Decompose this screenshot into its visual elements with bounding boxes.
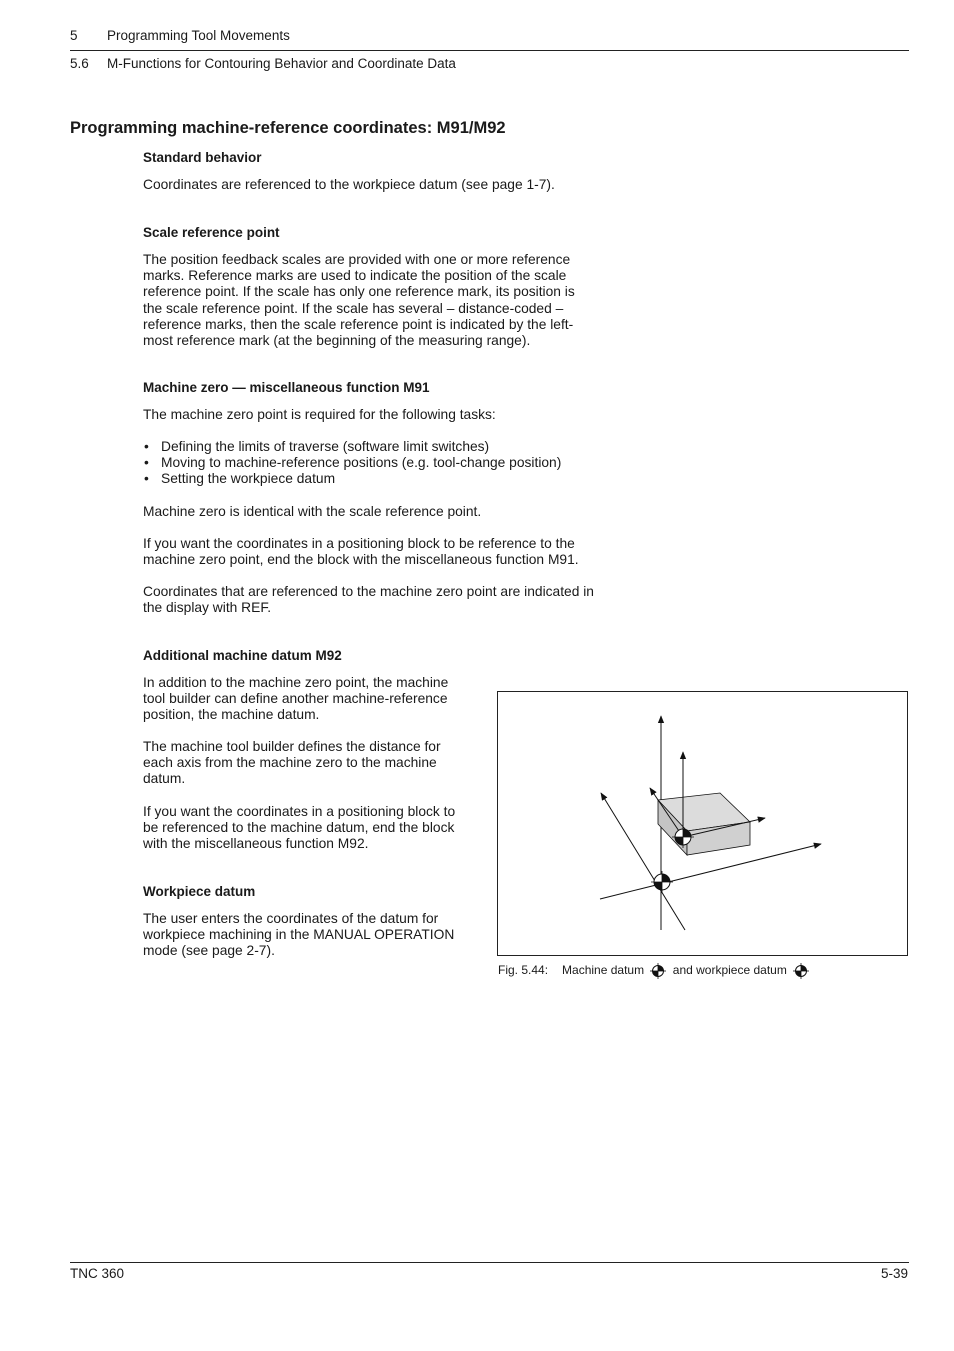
page-title: Programming machine-reference coordinates: M91/M92 (70, 119, 506, 137)
text-line: workpiece machining in the MANUAL OPERATION (143, 927, 455, 943)
text-line: the scale reference point. If the scale has several – distance-coded – (143, 300, 564, 316)
workpiece-datum-icon (792, 962, 810, 980)
text-line: The position feedback scales are provided with one or more reference (143, 252, 571, 267)
machine-x-axis (600, 844, 821, 899)
text-line: If you want the coordinates in a positioning block to (143, 804, 456, 819)
m91-paragraph-3 (143, 584, 623, 616)
text-line: machine zero point, end the block with the miscellaneous function M91. (143, 552, 579, 568)
workpiece-datum-heading: Workpiece datum (143, 884, 256, 899)
header-rule (70, 50, 909, 51)
text-line: each axis from the machine zero to the machine (143, 755, 437, 771)
header-section-title: M-Functions for Contouring Behavior and Coordinate Data (107, 56, 456, 71)
machine-datum-icon (649, 962, 667, 980)
figure-datum-diagram (497, 691, 908, 956)
footer-rule (70, 1262, 909, 1263)
scale-reference-paragraph (143, 252, 623, 349)
workpiece-datum-paragraph (143, 911, 483, 960)
standard-behavior-heading: Standard behavior (143, 150, 262, 165)
text-line: Coordinates that are referenced to the machine zero point are indicated in (143, 584, 594, 599)
m91-task-list (143, 439, 623, 488)
m91-paragraph-1: Machine zero is identical with the scale reference point. (143, 504, 482, 519)
m91-intro: The machine zero point is required for the following tasks: (143, 407, 496, 422)
text-line: The user enters the coordinates of the datum for (143, 911, 439, 926)
text-line: reference point. If the scale has only one reference mark, its position is (143, 284, 575, 300)
footer-page-number: 5-39 (880, 1266, 908, 1281)
text-line: marks. Reference marks are used to indicate the position of the scale (143, 268, 567, 284)
caption-machine-datum: Machine datum (562, 963, 645, 978)
scale-reference-heading: Scale reference point (143, 225, 280, 240)
m92-heading: Additional machine datum M92 (143, 648, 342, 663)
caption-label: Fig. 5.44: (498, 963, 549, 978)
m92-paragraph-2 (143, 739, 483, 788)
text-line: the display with REF. (143, 600, 272, 616)
text-line: position, the machine datum. (143, 707, 320, 723)
caption-workpiece-datum: and workpiece datum (672, 963, 787, 978)
m91-heading: Machine zero — miscellaneous function M91 (143, 380, 430, 395)
m92-paragraph-3 (143, 804, 483, 853)
header-chapter-title: Programming Tool Movements (107, 28, 290, 43)
list-item: • Setting the workpiece datum (143, 471, 623, 487)
header-chapter-number: 5 (70, 28, 78, 43)
standard-behavior-text: Coordinates are referenced to the workpiece datum (see page 1-7). (143, 177, 555, 192)
m91-paragraph-2 (143, 536, 623, 568)
list-item: • Moving to machine-reference positions (e.g. tool-change position) (143, 455, 623, 471)
text-line: If you want the coordinates in a positioning block to be reference to the (143, 536, 575, 551)
text-line: In addition to the machine zero point, the machine (143, 675, 449, 690)
footer-product: TNC 360 (70, 1266, 125, 1281)
text-line: datum. (143, 771, 186, 787)
header-section-number: 5.6 (70, 56, 89, 71)
text-line: tool builder can define another machine-reference (143, 691, 448, 707)
figure-caption (498, 962, 908, 980)
list-item: • Defining the limits of traverse (software limit switches) (143, 439, 623, 455)
text-line: most reference mark (at the beginning of the measuring range). (143, 333, 531, 349)
text-line: reference marks, then the scale reference point is indicated by the left- (143, 316, 574, 332)
m92-paragraph-1 (143, 675, 483, 724)
datum-axes-diagram (498, 692, 907, 955)
text-line: mode (see page 2-7). (143, 943, 275, 959)
text-line: with the miscellaneous function M92. (143, 836, 369, 852)
machine-datum-symbol (651, 871, 673, 893)
text-line: be referenced to the machine datum, end the block (143, 820, 455, 836)
text-line: The machine tool builder defines the distance for (143, 739, 441, 754)
